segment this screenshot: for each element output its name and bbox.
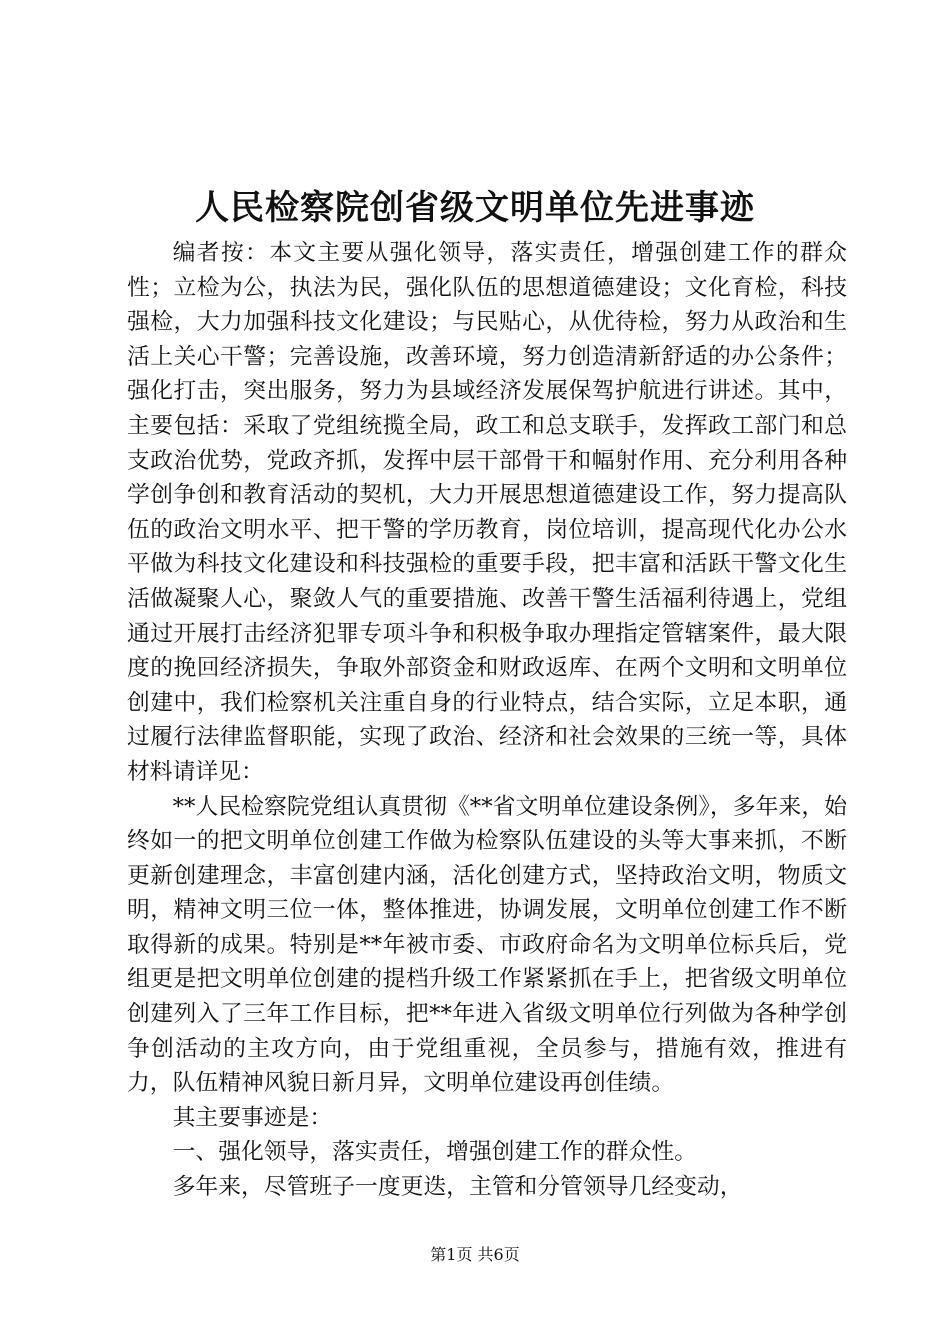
paragraph-section-heading: 一、强化领导，落实责任，增强创建工作的群众性。 xyxy=(172,1139,697,1166)
document-body xyxy=(127,236,847,1205)
paragraph-intro: **人民检察院党组认真贯彻《**省文明单位建设条例》，多年来，始终如一的把文明单位创建工作做为检察队伍建设的头等大事来抓，不断更新创建理念，丰富创建内涵，活化创建方式，坚持政治文明，物质文明，精神文明三位一体，整体推进，协调发展，文明单位创建工作不断取得新的成果。特别是**年被市委、市政府命名为文明单位标兵后，党组更是把文明单位创建的提档升级工作紧紧抓在手上，把省级文明单位创建列入了三年工作目标，把**年进入省级文明单位行列做为各种学创争创活动的主攻方向，由于党组重视，全员参与，措施有效，推进有力，队伍精神风貌日新月异，文明单位建设再创佳绩。 xyxy=(127,793,847,1097)
paragraph-editor-note: 编者按：本文主要从强化领导，落实责任，增强创建工作的群众性；立检为公，执法为民，强化队伍的思想道德建设；文化育检，科技强检，大力加强科技文化建设；与民贴心，从优待检，努力从政治和生活上关心干警；完善设施，改善环境，努力创造清新舒适的办公条件；强化打击，突出服务，努力为县域经济发展保驾护航进行讲述。其中，主要包括：采取了党组统揽全局，政工和总支联手，发挥政工部门和总支政治优势，党政齐抓，发挥中层干部骨干和幅射作用、充分利用各种学创争创和教育活动的契机，大力开展思想道德建设工作，努力提高队伍的政治文明水平、把干警的学历教育，岗位培训，提高现代化办公水平做为科技文化建设和科技强检的重要手段，把丰富和活跃干警文化生活做凝聚人心，聚敛人气的重要措施、改善干警生活福利待遇上，党组通过开展打击经济犯罪专项斗争和积极争取办理指定管辖案件，最大限度的挽回经济损失，争取外部资金和财政返库、在两个文明和文明单位创建中，我们检察机关注重自身的行业特点，结合实际，立足本职，通过履行法律监督职能，实现了政治、经济和社会效果的三统一等，具体材料请详见： xyxy=(127,240,847,785)
paragraph-section-body: 多年来，尽管班子一度更迭，主管和分管领导几经变动， xyxy=(172,1174,743,1201)
page-footer: 第1页 共6页 xyxy=(430,1245,520,1264)
document-title: 人民检察院创省级文明单位先进事迹 xyxy=(195,188,755,228)
paragraph-main-deeds: 其主要事迹是： xyxy=(172,1104,333,1131)
